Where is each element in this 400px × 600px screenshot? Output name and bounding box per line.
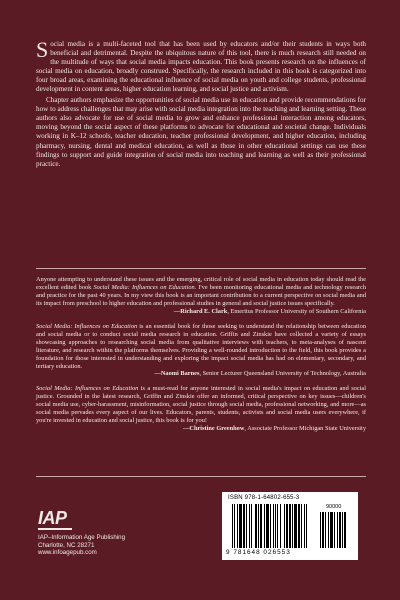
endorsement-text [36,323,366,371]
reviewer-affiliation: , Associate Professor Michigan State University [244,425,366,433]
ean-barcode [232,504,316,548]
endorsement-text [36,276,366,308]
endorsement-text-after: is an essential book for those seeking to understand the relationship between education and social media or to conduct social media research in education. Griffin and Zinskie have collected a variety of essays showcasing approaches to researching social media from qualitative interviews with teachers, to meta-analyses of nascent literature, and research within the platforms themselves. Providing a well-rounded introduction to the field, this book provides a foundation for those interested in understanding and exploring the impact social media has had on elementary, secondary, and tertiary education. [36,322,366,370]
barcode-panel [222,492,358,560]
endorsement-book-title: Social Media: Influences on Education [93,283,195,291]
endorsement-text-after: . I've been monitoring educational media and technology research and practice for the past 40 years. In my view this book is an important contribution to a current perspective on social media and its impact from preschool to higher education and professional studies in general and social justice issues specifically. [36,283,366,307]
footer-divider [36,476,366,477]
reviewer-affiliation: , Senior Lecturer Queensland University of Technology, Australia [199,370,366,378]
addon-barcode [320,512,352,548]
description-paragraph-1-text: ocial media is a multi-faceted tool that has been used by educators and/or their students in ways both beneficial and detrimental. Despite the ubiquitous nature of this tool, there is much research still needed on the multitude of ways that social media impacts education. This book presents research on the influences of social media on education, broadly construed. Specifically, the research included in this book is categorized into four broad areas, examining the educational influence of social media on youth and college students, professional development in content areas, higher education learning, and social justice and activism. [36,40,366,94]
reviewer-name: —Christine Greenhow [183,425,245,433]
isbn-label: ISBN 978-1-64802-655-3 [228,495,300,501]
endorsement-book-title: Social Media: Influences on Education [36,385,139,393]
reviewer-affiliation: , Emeritus Professor University of Southern California [227,307,366,315]
endorsement-text-before: Anyone attempting to understand these issues and the emerging, critical role of social media in education today should read the excellent edited book [36,276,366,291]
endorsements [36,276,366,440]
endorsement-3 [36,385,366,433]
endorsement-2 [36,323,366,379]
reviewer-name: —Naomi Barnes [154,370,200,378]
endorsement-attribution [36,370,366,378]
publisher-url: www.infoagepub.com [38,549,97,557]
section-divider [36,268,366,269]
ean-digits: 9 781648 026553 [226,549,291,556]
publisher-logo: IAP [38,508,67,528]
logo-underline [38,528,72,530]
book-description [36,37,366,171]
description-paragraph-2: Chapter authors emphasize the opportunities of social media use in education and provide recommendations for how to address challenges that may arise with social media integration into the teaching and learning setting. These authors also advocate for use of social media to grow and enhance professional interaction among educators, moving beyond the social aspect of these platforms to advocate for educational and societal change. Individuals working in K–12 schools, teacher education, teacher professional development, and higher education, including pharmacy, nursing, dental and medical education, as well as those in other educational settings can use these findings to support and guide integration of social media into teaching and learning as well as their professional practice. [36,96,366,168]
endorsement-attribution [36,308,366,316]
endorsement-1 [36,276,366,316]
endorsement-attribution [36,425,366,433]
drop-cap: S [36,37,49,62]
publisher-name: IAP–Information Age Publishing [38,534,126,541]
endorsement-book-title: Social Media: Influences on Education [36,322,138,330]
description-paragraph-1 [36,37,366,94]
reviewer-name: —Richard E. Clark [173,307,228,315]
price-code: 90000 [326,504,342,510]
endorsement-text-after: is a must-read for anyone interested in social media's impact on education and social justice. Grounded in the latest research, Griffin and Zinskie offer an informed, critical perspective on key issues—children's social media use, cyber-harassment, misinformation, social justice through social media, professional networking, and more—as social media pervades every aspect of our lives. Educators, parents, students, activists and social media users everywhere, if you're invested in education and social justice, this book is for you! [36,385,366,425]
endorsement-text [36,385,366,425]
publisher-city: Charlotte, NC 28271 [38,541,95,549]
publisher-info [38,534,178,557]
